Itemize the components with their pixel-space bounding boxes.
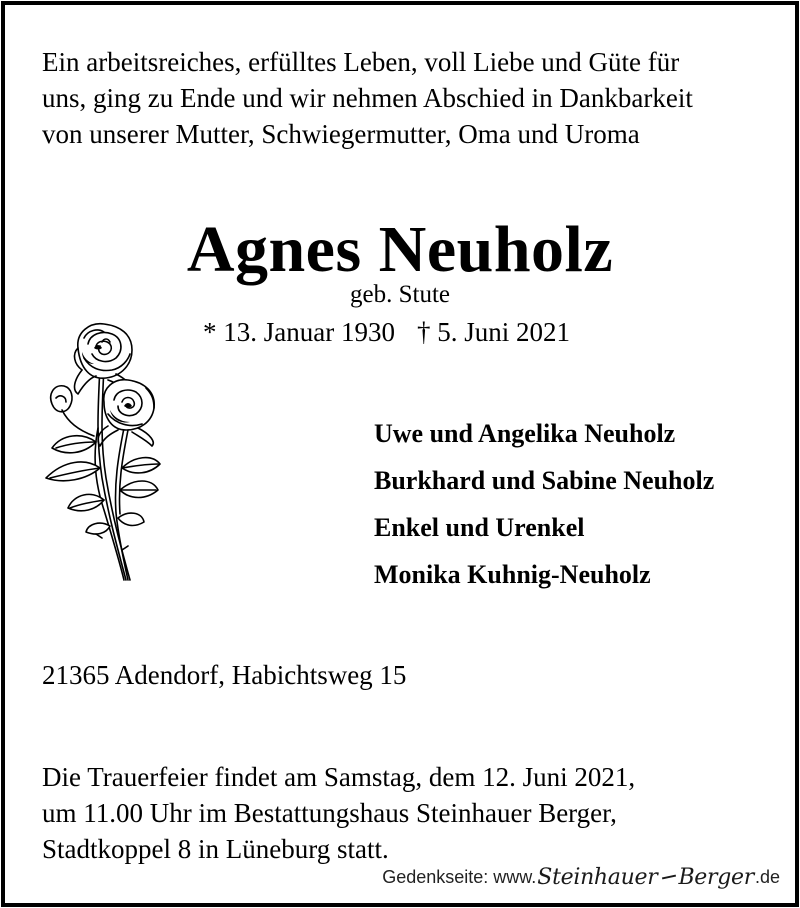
service-line: Die Trauerfeier findet am Samstag, dem 12. Juni 2021, [42, 762, 636, 792]
brand-part-1: Steinhauer [537, 864, 658, 890]
intro-text [42, 44, 762, 152]
deceased-name: Agnes Neuholz [186, 213, 614, 286]
family-member: Uwe und Angelika Neuholz [374, 419, 676, 448]
service-line: Stadtkoppel 8 in Lüneburg statt. [42, 834, 389, 864]
brand-part-2: Berger [678, 864, 754, 890]
memorial-prefix: Gedenkseite: www. [382, 866, 537, 887]
family-member: Monika Kuhnig-Neuholz [374, 560, 651, 589]
memorial-link[interactable] [382, 862, 780, 892]
brand-dash [662, 875, 676, 880]
intro-line: uns, ging zu Ende und wir nehmen Abschied in Dankbarkeit [42, 83, 693, 113]
service-line: um 11.00 Uhr im Bestattungshaus Steinhauer Berger, [42, 798, 617, 828]
life-dates [203, 314, 570, 350]
address: 21365 Adendorf, Habichtsweg 15 [42, 660, 407, 690]
family-member: Burkhard und Sabine Neuholz [374, 466, 715, 495]
death-date: † 5. Juni 2021 [416, 317, 570, 347]
service-info [42, 759, 635, 867]
intro-line: Ein arbeitsreiches, erfülltes Leben, voll Liebe und Güte für [42, 47, 680, 77]
intro-line: von unserer Mutter, Schwiegermutter, Oma und Uroma [42, 119, 640, 149]
birth-name: geb. Stute [350, 281, 450, 308]
family-list [374, 416, 714, 604]
family-member: Enkel und Urenkel [374, 513, 585, 542]
rose-icon [38, 318, 166, 586]
birth-date: * 13. Januar 1930 [203, 317, 395, 347]
memorial-suffix: .de [754, 866, 780, 887]
